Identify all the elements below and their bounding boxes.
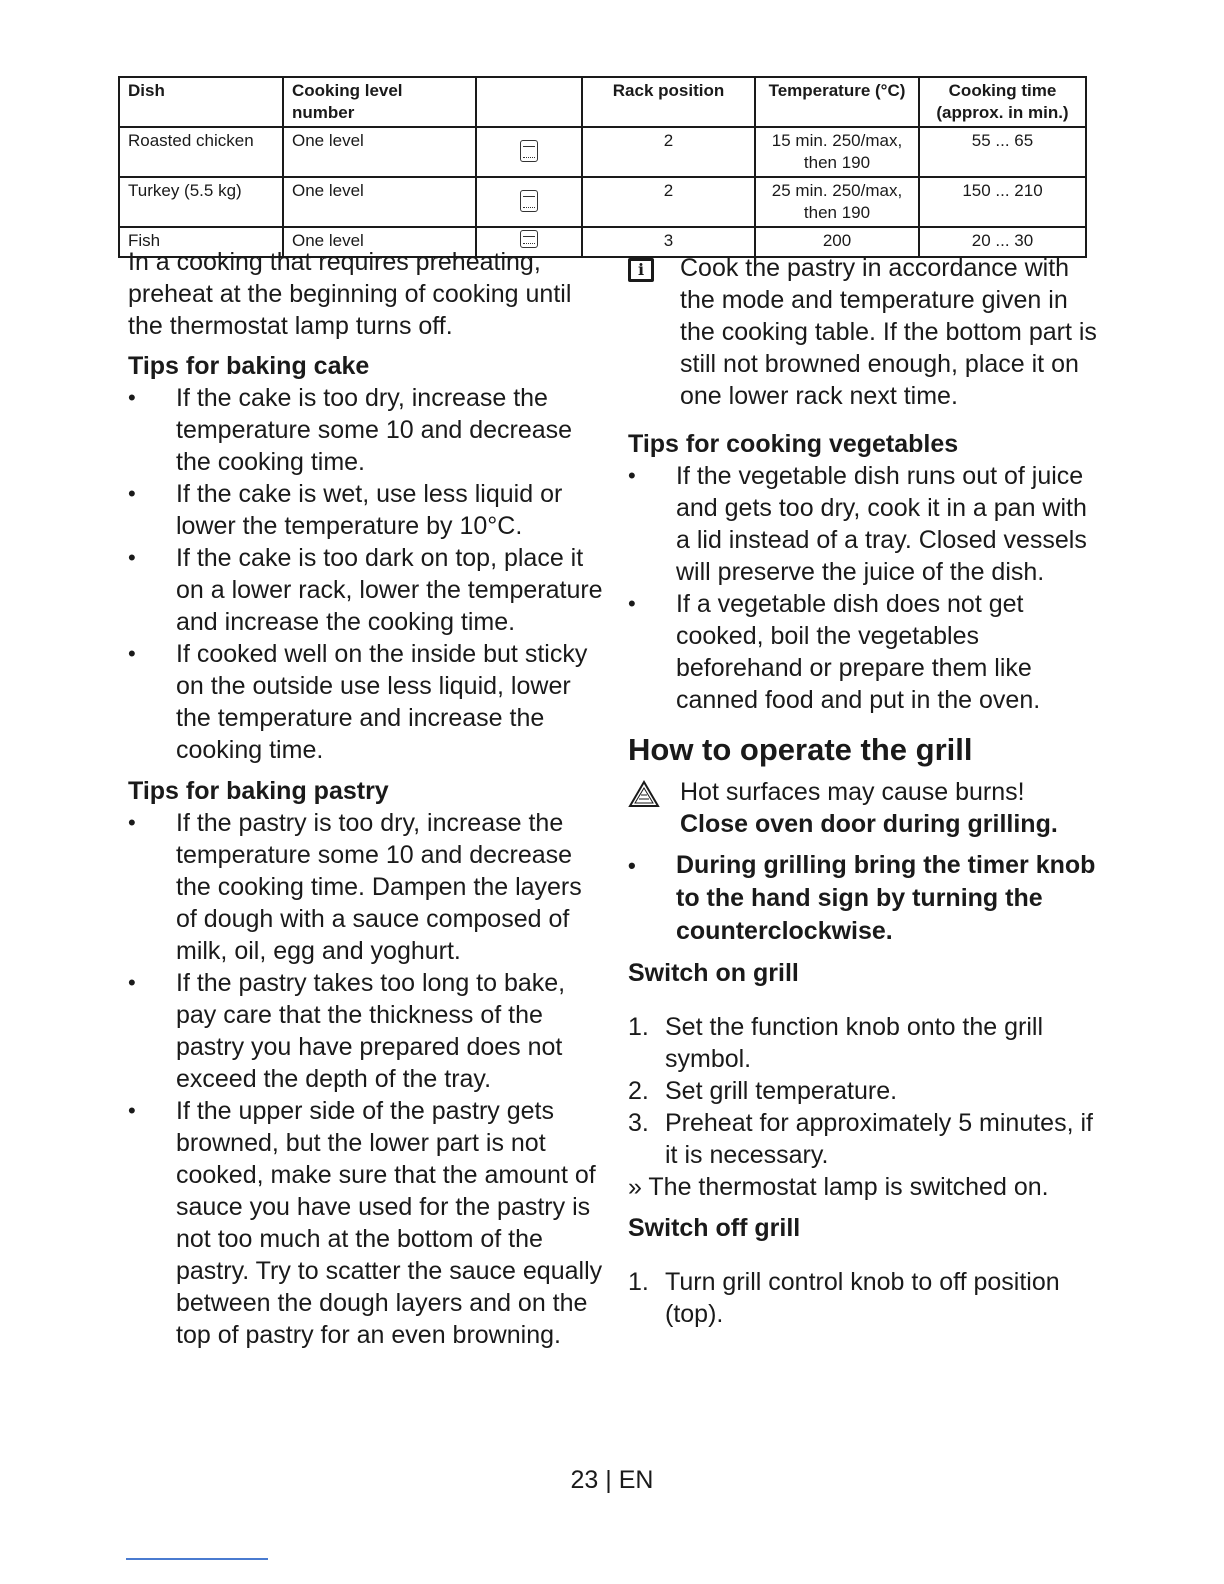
oven-top-bottom-heat-icon xyxy=(520,190,538,212)
list-item xyxy=(628,1075,1098,1107)
cell-temperature: 200 xyxy=(755,227,919,257)
cell-level: One level xyxy=(283,227,476,257)
list-item xyxy=(628,1011,1098,1075)
header-temperature: Temperature (°C) xyxy=(755,77,919,127)
list-item: • If the upper side of the pastry gets browned, but the lower part is not cooked, make sure that the amount of sauce you have used for the pastry is not too much at the bottom of the pastry. Try to scatter the sauce equally between the dough layers and on the top of pastry for an even browning. xyxy=(128,1095,603,1351)
vegetables-tips-heading: Tips for cooking vegetables xyxy=(628,430,959,458)
step-number: 1. xyxy=(628,1013,649,1041)
info-note xyxy=(628,252,1098,412)
oven-top-bottom-heat-icon xyxy=(520,140,538,162)
list-item: • If the cake is too dark on top, place it on a lower rack, lower the temperature and increase the cooking time. xyxy=(128,542,603,638)
info-note-text: Cook the pastry in accordance with the mode and temperature given in the cooking table. If the bottom part is still not browned enough, place it on one lower rack next time. xyxy=(680,254,1097,410)
cell-time: 20 ... 30 xyxy=(919,227,1086,257)
right-column xyxy=(628,252,1098,1330)
warning-note xyxy=(628,776,1098,840)
switch-on-steps xyxy=(628,1011,1098,1171)
step-text: Set the function knob onto the grill symbol. xyxy=(665,1013,1044,1073)
cell-rack: 2 xyxy=(582,177,755,227)
cell-dish: Fish xyxy=(119,227,283,257)
cell-rack: 3 xyxy=(582,227,755,257)
table-row xyxy=(119,177,1086,227)
cell-rack: 2 xyxy=(582,127,755,177)
list-item xyxy=(628,1266,1098,1330)
header-rack-position: Rack position xyxy=(582,77,755,127)
switch-off-grill-heading: Switch off grill xyxy=(628,1214,801,1242)
cell-dish: Turkey (5.5 kg) xyxy=(119,177,283,227)
step-number: 1. xyxy=(628,1268,649,1296)
table-row xyxy=(119,127,1086,177)
switch-on-grill-heading: Switch on grill xyxy=(628,959,799,987)
list-item: • If the vegetable dish runs out of juice and gets too dry, cook it in a pan with a lid instead of a tray. Closed vessels will preserve the juice of the dish. xyxy=(628,460,1098,588)
cell-level: One level xyxy=(283,127,476,177)
cooking-table xyxy=(118,76,1087,258)
step-text: Set grill temperature. xyxy=(665,1077,898,1105)
list-item: • If the pastry is too dry, increase the temperature some 10 and decrease the cooking time. Dampen the layers of dough with a sauce composed of milk, oil, egg and yoghurt. xyxy=(128,807,603,967)
list-item: • If the cake is too dry, increase the temperature some 10 and decrease the cooking time. xyxy=(128,382,603,478)
page-number: 23 | EN xyxy=(570,1466,654,1494)
list-item: • If the cake is wet, use less liquid or lower the temperature by 10°C. xyxy=(128,478,603,542)
list-item: • If cooked well on the inside but sticky on the outside use less liquid, lower the temperature and increase the cooking time. xyxy=(128,638,603,766)
list-item xyxy=(628,1107,1098,1171)
header-mode xyxy=(476,77,582,127)
thermostat-result: » The thermostat lamp is switched on. xyxy=(628,1173,1049,1201)
list-item: • If a vegetable dish does not get cooked, boil the vegetables beforehand or prepare them like canned food and put in the oven. xyxy=(628,588,1098,716)
step-number: 3. xyxy=(628,1109,649,1137)
warning-text: Hot surfaces may cause burns! xyxy=(680,778,1025,806)
cake-tips-heading: Tips for baking cake xyxy=(128,352,370,380)
cell-dish: Roasted chicken xyxy=(119,127,283,177)
cake-tips-list xyxy=(128,382,603,766)
left-column xyxy=(128,246,603,1351)
preheat-intro: In a cooking that requires preheating, preheat at the beginning of cooking until the thermostat lamp turns off. xyxy=(128,248,572,340)
header-cooking-level: Cooking level number xyxy=(283,77,476,127)
cell-temperature: 25 min. 250/max, then 190 xyxy=(755,177,919,227)
warning-bold-text: Close oven door during grilling. xyxy=(680,810,1058,838)
list-item: • During grilling bring the timer knob to the hand sign by turning the counterclockwise. xyxy=(628,849,1098,948)
vegetables-tips-list xyxy=(628,460,1098,716)
info-icon: i xyxy=(628,258,654,282)
header-cooking-time: Cooking time (approx. in min.) xyxy=(919,77,1086,127)
pastry-tips-heading: Tips for baking pastry xyxy=(128,777,389,805)
step-text: Turn grill control knob to off position (top). xyxy=(665,1268,1060,1328)
step-number: 2. xyxy=(628,1077,649,1105)
cell-level: One level xyxy=(283,177,476,227)
cell-temperature: 15 min. 250/max, then 190 xyxy=(755,127,919,177)
switch-off-steps xyxy=(628,1266,1098,1330)
grill-section-title: How to operate the grill xyxy=(628,732,973,767)
header-dish: Dish xyxy=(119,77,283,127)
list-item: • If the pastry takes too long to bake, pay care that the thickness of the pastry you have prepared does not exceed the depth of the tray. xyxy=(128,967,603,1095)
pastry-tips-list xyxy=(128,807,603,1351)
table-header-row xyxy=(119,77,1086,127)
cell-time: 150 ... 210 xyxy=(919,177,1086,227)
warning-triangle-icon xyxy=(628,780,660,808)
grill-timer-tip xyxy=(628,849,1098,948)
divider xyxy=(126,1558,268,1560)
cell-time: 55 ... 65 xyxy=(919,127,1086,177)
step-text: Preheat for approximately 5 minutes, if it is necessary. xyxy=(665,1109,1093,1169)
